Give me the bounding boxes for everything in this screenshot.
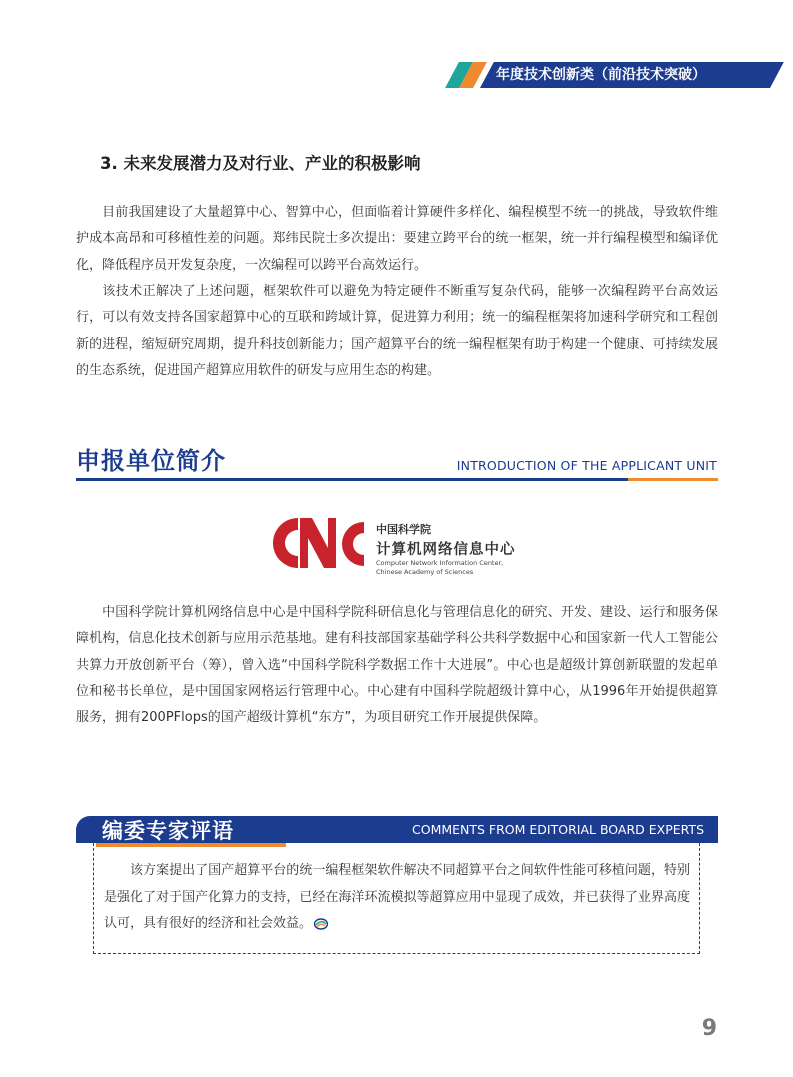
- category-tag-label: 年度技术创新类（前沿技术突破）: [496, 67, 706, 83]
- applicant-heading: 申报单位简介: [76, 447, 226, 475]
- applicant-paragraph: 中国科学院计算机网络信息中心是中国科学院科研信息化与管理信息化的研究、开发、建设、运行和服务保障机构，信息化技术创新与应用示范基地。建有科技部国家基础学科公共科学数据中心和国家新一代人工智能公共算力开放创新平台（筹），曾入选“中国科学院科学数据工作十大进展”。中心也是超级计算创新联盟的发起单位和秘书长单位，是中国国家网格运行管理中心。中心建有中国科学院超级计算中心，从1996年开始提供超算服务，拥有200PFlops的国产超级计算机“东方”，为项目研究工作开展提供保障。: [76, 605, 718, 726]
- heading-rule: [76, 478, 718, 481]
- section-paragraph-2: 该技术正解决了上述问题，框架软件可以避免为特定硬件不断重写复杂代码，能够一次编程跨平台高效运行，可以有效支持各国家超算中心的互联和跨域计算，促进算力利用；统一的编程框架将加速科学研究和工程创新的进程，缩短研究周期，提升科技创新能力；国产超算平台的统一编程框架有助于构建一个健康、可持续发展的生态系统，促进国产超算应用软件的研发与应用生态的构建。: [76, 284, 718, 378]
- comments-heading-en: COMMENTS FROM EDITORIAL BOARD EXPERTS: [412, 822, 704, 837]
- comments-text: 该方案提出了国产超算平台的统一编程框架软件解决不同超算平台之间软件性能可移植问题，特别是强化了对于国产化算力的支持，已经在海洋环流模拟等超算应用中显现了成效，并已获得了业界高度认可，具有很好的经济和社会效益。: [104, 863, 690, 931]
- section-title: 3. 未来发展潜力及对行业、产业的积极影响: [100, 154, 421, 173]
- swirl-end-icon: [314, 918, 328, 930]
- cnic-logo-icon: [270, 508, 370, 578]
- section-paragraph-1: 目前我国建设了大量超算中心、智算中心，但面临着计算硬件多样化、编程模型不统一的挑战，导致软件维护成本高昂和可移植性差的问题。郑纬民院士多次提出：要建立跨平台的统一框架，统一并行编程模型和编译优化，降低程序员开发复杂度，一次编程可以跨平台高效运行。: [76, 205, 718, 273]
- category-tag: [446, 62, 793, 88]
- logo-org-cn: 中国科学院: [376, 523, 431, 536]
- logo-name-cn: 计算机网络信息中心: [376, 542, 516, 558]
- page-number: 9: [701, 1016, 717, 1041]
- applicant-heading-en: INTRODUCTION OF THE APPLICANT UNIT: [456, 458, 717, 473]
- logo-name-en-2: Chinese Academy of Sciences: [376, 568, 474, 576]
- heading-rule-accent: [628, 478, 718, 481]
- comments-heading: 编委专家评语: [102, 819, 234, 843]
- logo-name-en-1: Computer Network Information Center,: [376, 559, 504, 567]
